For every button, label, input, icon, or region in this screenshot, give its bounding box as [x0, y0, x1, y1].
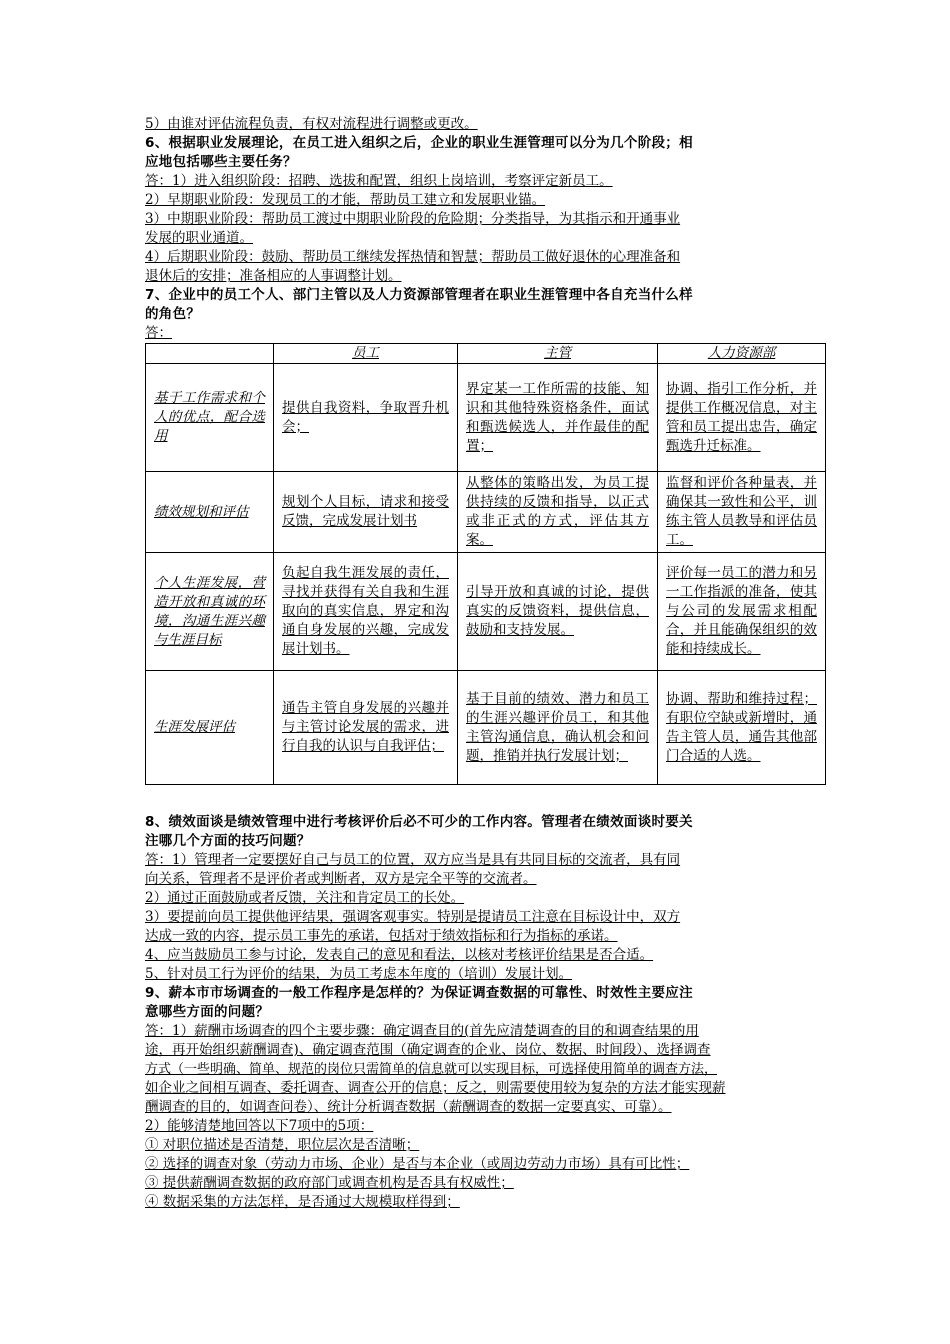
- q9-answer-line: ③ 提供薪酬调查数据的政府部门或调查机构是否具有权威性；: [145, 1175, 514, 1191]
- spacer: [145, 785, 825, 813]
- table-row: [146, 472, 826, 553]
- manager-cell: 界定某一工作所需的技能、知识和其他特殊资格条件，面试和甄选候选人，并作最佳的配置；: [458, 364, 658, 472]
- stage-cell: 个人生涯发展，营造开放和真诚的环境，沟通生涯兴趣与生涯目标: [146, 553, 274, 671]
- q9-answer-line: 2）能够清楚地回答以下7项中的5项：: [145, 1118, 374, 1134]
- q6-answer-line: 2）早期职业阶段：发现员工的才能，帮助员工建立和发展职业锚。: [145, 192, 546, 208]
- q7-answer-label: 答：: [145, 325, 172, 341]
- intro-line: 5）由谁对评估流程负责，有权对流程进行调整或更改。: [145, 116, 478, 132]
- q9-answer-line: 方式（一些明确、简单、规范的岗位只需简单的信息就可以实现目标，可选择使用简单的调查方法，: [145, 1062, 718, 1077]
- stage-cell: 绩效规划和评估: [146, 472, 274, 553]
- table-row: [146, 671, 826, 785]
- q8-answer-line: 4、应当鼓励员工参与讨论，发表自己的意见和看法，以核对考核评价结果是否合适。: [145, 947, 654, 963]
- q8-answer-line: 达成一致的内容，提示员工事先的承诺，包括对于绩效指标和行为指标的承诺。: [145, 928, 618, 944]
- hr-cell: 监督和评价各种量表，并确保其一致性和公平，训练主管人员教导和评估员工。: [658, 472, 826, 553]
- manager-cell: 引导开放和真诚的讨论，提供真实的反馈资料，提供信息，鼓励和支持发展。: [458, 553, 658, 671]
- q9-answer-line: 如企业之间相互调查、委托调查、调查公开的信息；反之，则需要使用较为复杂的方法才能实现薪: [145, 1080, 726, 1096]
- employee-cell: 通告主管自身发展的兴趣并与主管讨论发展的需求，进行自我的认识与自我评估；: [274, 671, 458, 785]
- question-9-title-line-1: 9、薪本市市场调查的一般工作程序是怎样的？为保证调查数据的可靠性、时效性主要应注: [145, 985, 693, 1001]
- question-7-title-line-1: 7、企业中的员工个人、部门主管以及人力资源部管理者在职业生涯管理中各自充当什么样: [145, 287, 693, 303]
- q9-answer-line: ④ 数据采集的方法怎样，是否通过大规模取样得到；: [145, 1194, 460, 1210]
- manager-cell: 从整体的策略出发，为员工提供持续的反馈和指导，以正式或非正式的方式，评估其方案。: [458, 472, 658, 553]
- employee-cell: 负起自我生涯发展的责任，寻找并获得有关自我和生涯取向的真实信息，界定和沟通自身发展的兴趣，完成发展计划书。: [274, 553, 458, 671]
- header-manager: 主管: [458, 344, 658, 364]
- employee-cell: 提供自我资料，争取晋升机会；: [274, 364, 458, 472]
- q8-answer-line: 答：1）管理者一定要摆好自己与员工的位置，双方应当是具有共同目标的交流者，具有同: [145, 852, 681, 868]
- stage-cell: 生涯发展评估: [146, 671, 274, 785]
- table-row: [146, 364, 826, 472]
- q6-answer-line: 发展的职业通道。: [145, 230, 253, 246]
- question-6-title-line-2: 应地包括哪些主要任务？: [145, 154, 297, 170]
- q8-answer-line: 向关系，管理者不是评价者或判断者，双方是完全平等的交流者。: [145, 871, 537, 887]
- q6-answer-line: 3）中期职业阶段：帮助员工渡过中期职业阶段的危险期；分类指导，为其指示和开通事业: [145, 211, 681, 227]
- q9-answer-line: 途，再开始组织薪酬调查)、确定调查范围（确定调查的企业、岗位、数据、时间段）、选择调查: [145, 1042, 711, 1058]
- question-7-title-line-2: 的角色？: [145, 306, 201, 322]
- q8-answer-line: 5、针对员工行为评价的结果，为员工考虑本年度的（培训）发展计划。: [145, 966, 573, 982]
- manager-cell: 基于目前的绩效、潜力和员工的生涯兴趣评价员工，和其他主管沟通信息，确认机会和问题，推销并执行发展计划；: [458, 671, 658, 785]
- hr-cell: 协调、帮助和维持过程；有职位空缺或新增时，通告主管人员，通告其他部门合适的人选。: [658, 671, 826, 785]
- question-8-title-line-2: 注哪几个方面的技巧问题？: [145, 833, 311, 849]
- q6-answer-line: 4）后期职业阶段：鼓励、帮助员工继续发挥热情和智慧；帮助员工做好退休的心理准备和: [145, 249, 681, 265]
- q9-answer-line: ② 选择的调查对象（劳动力市场、企业）是否与本企业（或周边劳动力市场）具有可比性；: [145, 1156, 690, 1172]
- q9-answer-line: 酬调查的目的，如调查问卷）、统计分析调查数据（薪酬调查的数据一定要真实、可靠）。: [145, 1099, 672, 1115]
- stage-cell: 基于工作需求和个人的优点，配合选用: [146, 364, 274, 472]
- document-page: [145, 115, 825, 1212]
- header-hr: 人力资源部: [658, 344, 826, 364]
- q9-answer-line: 答：1）薪酬市场调查的四个主要步骤：确定调查目的(首先应清楚调查的目的和调查结果的用: [145, 1023, 699, 1039]
- career-roles-table: [145, 343, 826, 785]
- question-6-title-line-1: 6、根据职业发展理论，在员工进入组织之后，企业的职业生涯管理可以分为几个阶段；相: [145, 135, 693, 151]
- table-header-row: [146, 344, 826, 364]
- question-8-title-line-1: 8、绩效面谈是绩效管理中进行考核评价后必不可少的工作内容。管理者在绩效面谈时要关: [145, 814, 693, 830]
- question-9-title-line-2: 意哪些方面的问题？: [145, 1004, 270, 1020]
- q8-answer-line: 3）要提前向员工提供他评结果，强调客观事实。特别是提请员工注意在目标设计中，双方: [145, 909, 681, 925]
- header-corner: [146, 344, 274, 364]
- q8-answer-line: 2）通过正面鼓励或者反馈，关注和肯定员工的长处。: [145, 890, 465, 906]
- header-employee: 员工: [274, 344, 458, 364]
- employee-cell: 规划个人目标，请求和接受反馈，完成发展计划书: [274, 472, 458, 553]
- q6-answer-line: 答：1）进入组织阶段：招聘、选拔和配置，组织上岗培训，考察评定新员工。: [145, 173, 613, 189]
- table-row: [146, 553, 826, 671]
- q6-answer-line: 退休后的安排；准备相应的人事调整计划。: [145, 268, 402, 284]
- hr-cell: 评价每一员工的潜力和另一工作指派的准备，使其与公司的发展需求相配合，并且能确保组织的效能和持续成长。: [658, 553, 826, 671]
- q9-answer-line: ① 对职位描述是否清楚，职位层次是否清晰；: [145, 1137, 420, 1153]
- hr-cell: 协调、指引工作分析，并提供工作概况信息，对主管和员工提出忠告，确定甄选升迁标准。: [658, 364, 826, 472]
